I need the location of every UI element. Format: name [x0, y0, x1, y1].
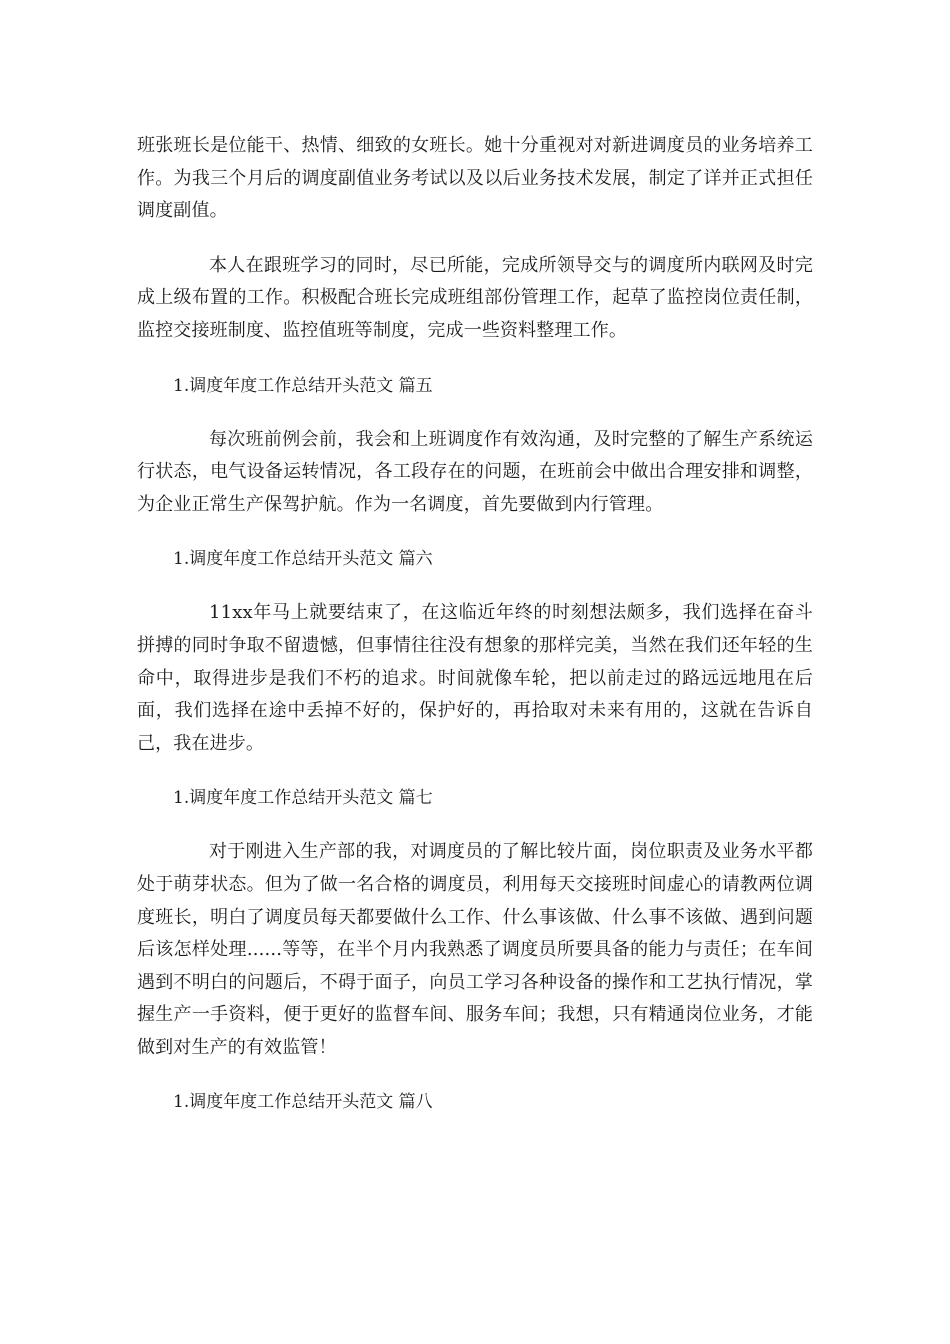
section-heading-7: 1.调度年度工作总结开头范文 篇七	[173, 788, 433, 809]
section-heading-5: 1.调度年度工作总结开头范文 篇五	[173, 375, 433, 396]
section-heading-8: 1.调度年度工作总结开头范文 篇八	[173, 1092, 433, 1113]
paragraph-intro: 班张班长是位能干、热情、细致的女班长。她十分重视对对新进调度员的业务培养工作。为我三个月后的调度副值业务考试以及以后业务技术发展，制定了详并正式担任调度副值。	[137, 135, 813, 222]
section-heading-6: 1.调度年度工作总结开头范文 篇六	[173, 549, 433, 570]
paragraph-study: 本人在跟班学习的同时，尽已所能，完成所领导交与的调度所内联网及时完成上级布置的工作。积极配合班长完成班组部份管理工作，起草了监控岗位责任制，监控交接班制度、监控值班等制度，完成一些资料整理工作。	[137, 254, 813, 341]
paragraph-section-7: 对于刚进入生产部的我，对调度员的了解比较片面，岗位职责及业务水平都处于萌芽状态。但为了做一名合格的调度员，利用每天交接班时间虚心的请教两位调度班长，明白了调度员每天都要做什么工作、什么事该做、什么事不该做、遇到问题后该怎样处理......等等，在半个月内我熟悉了调度员所要具备的能力与责任；在车间遇到不明白的问题后，不碍于面子，向员工学习各种设备的操作和工艺执行情况，掌握生产一手资料，便于更好的监督车间、服务车间；我想，只有精通岗位业务，才能做到对生产的有效监管！	[137, 841, 813, 1058]
paragraph-section-5: 每次班前例会前，我会和上班调度作有效沟通，及时完整的了解生产系统运行状态，电气设备运转情况，各工段存在的问题，在班前会中做出合理安排和调整，为企业正常生产保驾护航。作为一名调度，首先要做到内行管理。	[137, 428, 813, 515]
paragraph-section-6: 11xx年马上就要结束了，在这临近年终的时刻想法颇多，我们选择在奋斗拼搏的同时争取不留遗憾，但事情往往没有想象的那样完美，当然在我们还年轻的生命中，取得进步是我们不朽的追求。时间就像车轮，把以前走过的路远远地甩在后面，我们选择在途中丢掉不好的，保护好的，再拾取对未来有用的，这就在告诉自己，我在进步。	[137, 602, 813, 754]
document-page	[137, 130, 813, 1118]
